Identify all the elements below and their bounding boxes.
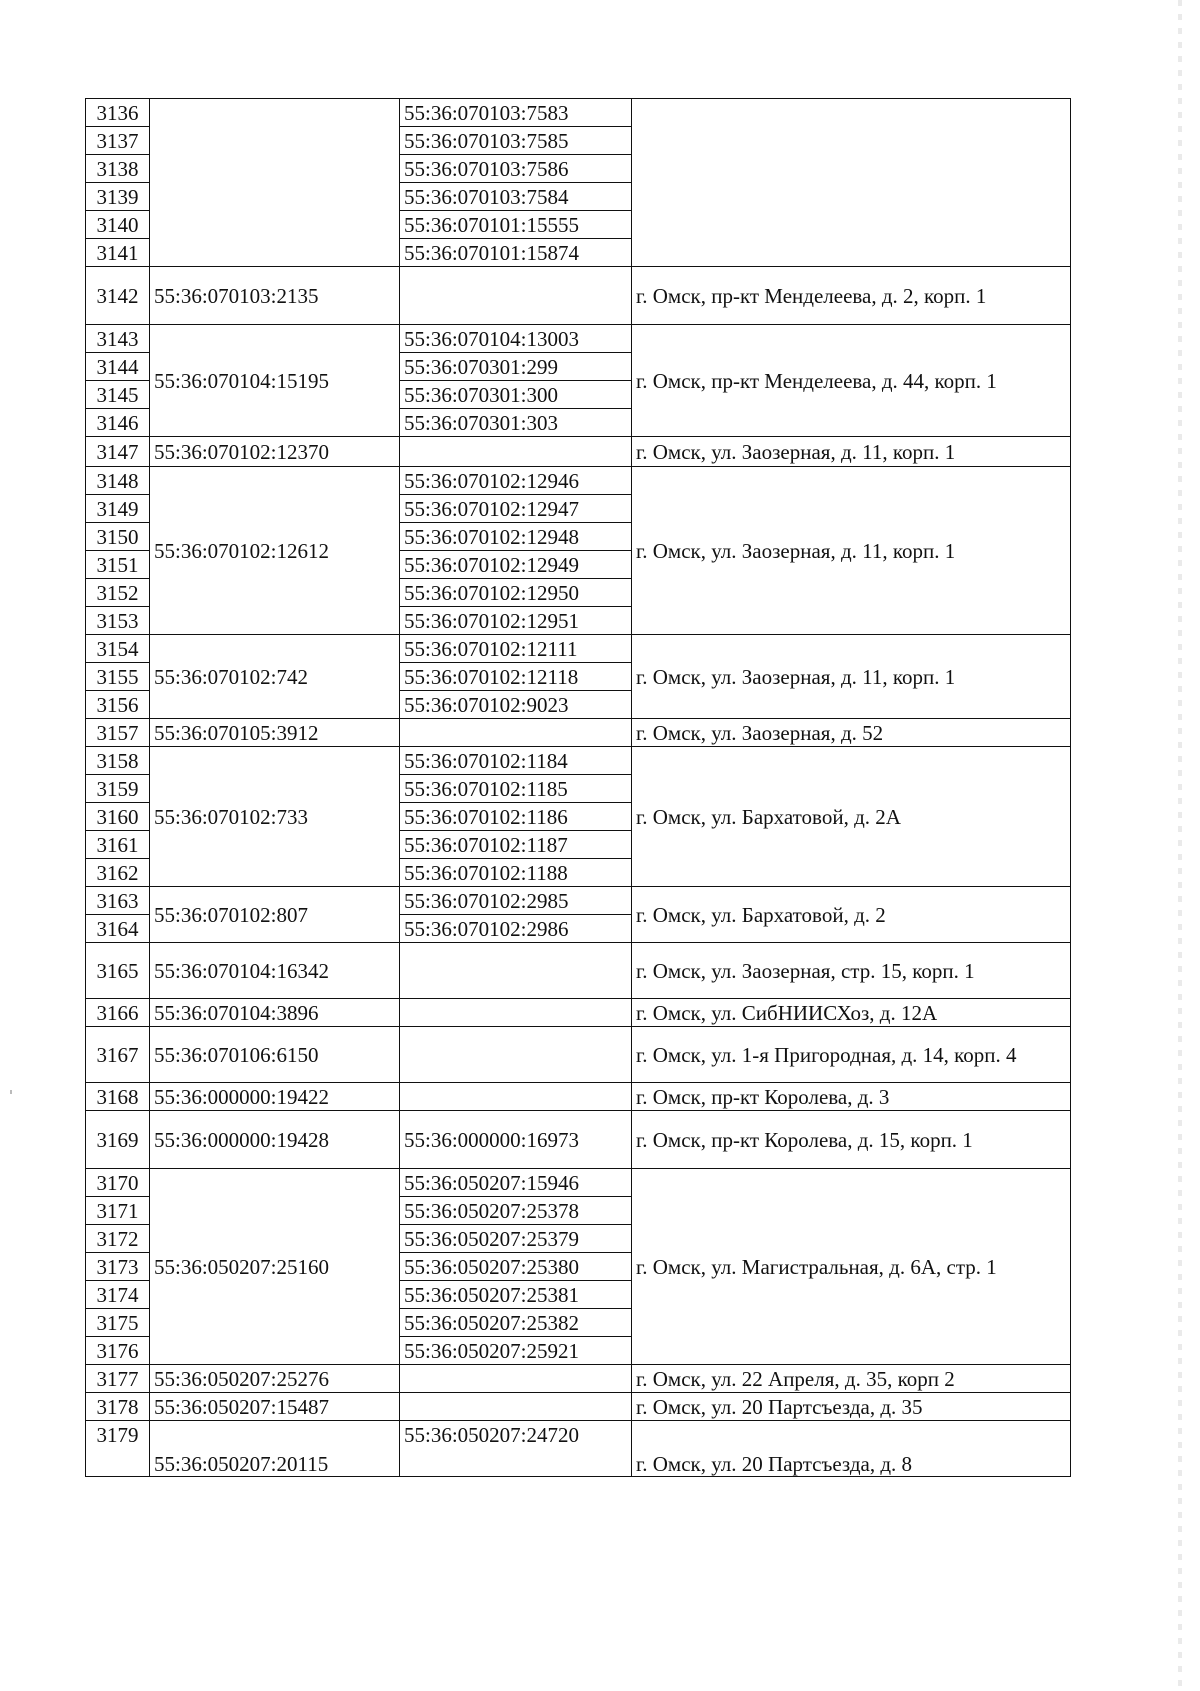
row-number: 3149 <box>86 495 150 523</box>
address: г. Омск, ул. Заозерная, д. 11, корп. 1 <box>632 467 1071 635</box>
row-number: 3140 <box>86 211 150 239</box>
address: г. Омск, ул. СибНИИСХоз, д. 12А <box>632 999 1071 1027</box>
row-number: 3143 <box>86 325 150 353</box>
table-row <box>86 747 1071 775</box>
child-cadastral-number: 55:36:070103:7585 <box>400 127 632 155</box>
child-cadastral-number: 55:36:070102:12950 <box>400 579 632 607</box>
row-number: 3155 <box>86 663 150 691</box>
row-number: 3164 <box>86 915 150 943</box>
child-cadastral-number: 55:36:070101:15874 <box>400 239 632 267</box>
row-number: 3176 <box>86 1337 150 1365</box>
scan-mark <box>10 1090 12 1094</box>
parent-cadastral-number: 55:36:050207:25160 <box>150 1169 400 1365</box>
parent-cadastral-number: 55:36:000000:19422 <box>150 1083 400 1111</box>
row-number: 3167 <box>86 1027 150 1083</box>
row-number: 3136 <box>86 99 150 127</box>
child-cadastral-number: 55:36:070103:7583 <box>400 99 632 127</box>
parent-cadastral-number: 55:36:070106:6150 <box>150 1027 400 1083</box>
address: г. Омск, ул. 20 Партсъезда, д. 35 <box>632 1393 1071 1421</box>
child-cadastral-number: 55:36:070102:2985 <box>400 887 632 915</box>
row-number: 3138 <box>86 155 150 183</box>
row-number: 3142 <box>86 267 150 325</box>
row-number: 3169 <box>86 1111 150 1169</box>
address: г. Омск, пр-кт Менделеева, д. 44, корп. 1 <box>632 325 1071 437</box>
child-cadastral-number: 55:36:070102:12949 <box>400 551 632 579</box>
row-number: 3145 <box>86 381 150 409</box>
child-cadastral-number: 55:36:050207:25379 <box>400 1225 632 1253</box>
parent-cadastral-number: 55:36:070102:12370 <box>150 437 400 467</box>
row-number: 3171 <box>86 1197 150 1225</box>
parent-cadastral-number: 55:36:000000:19428 <box>150 1111 400 1169</box>
child-cadastral-number: 55:36:070103:7584 <box>400 183 632 211</box>
child-cadastral-number: 55:36:070101:15555 <box>400 211 632 239</box>
row-number: 3153 <box>86 607 150 635</box>
child-cadastral-number: 55:36:050207:24720 <box>400 1421 632 1477</box>
child-cadastral-number: 55:36:070104:13003 <box>400 325 632 353</box>
table-row <box>86 437 1071 467</box>
address: г. Омск, ул. Бархатовой, д. 2 <box>632 887 1071 943</box>
address: г. Омск, ул. Заозерная, д. 11, корп. 1 <box>632 635 1071 719</box>
child-cadastral-number: 55:36:070102:12947 <box>400 495 632 523</box>
address: г. Омск, пр-кт Королева, д. 15, корп. 1 <box>632 1111 1071 1169</box>
row-number: 3179 <box>86 1421 150 1477</box>
child-cadastral-number <box>400 719 632 747</box>
row-number: 3159 <box>86 775 150 803</box>
row-number: 3177 <box>86 1365 150 1393</box>
row-number: 3163 <box>86 887 150 915</box>
row-number: 3152 <box>86 579 150 607</box>
address: г. Омск, ул. 1-я Пригородная, д. 14, корп. 4 <box>632 1027 1071 1083</box>
parent-cadastral-number: 55:36:070102:807 <box>150 887 400 943</box>
row-number: 3139 <box>86 183 150 211</box>
child-cadastral-number: 55:36:070102:12948 <box>400 523 632 551</box>
child-cadastral-number <box>400 999 632 1027</box>
address: г. Омск, пр-кт Менделеева, д. 2, корп. 1 <box>632 267 1071 325</box>
parent-cadastral-number: 55:36:070104:16342 <box>150 943 400 999</box>
row-number: 3162 <box>86 859 150 887</box>
row-number: 3141 <box>86 239 150 267</box>
parent-cadastral-number: 55:36:070103:2135 <box>150 267 400 325</box>
child-cadastral-number: 55:36:000000:16973 <box>400 1111 632 1169</box>
address: г. Омск, пр-кт Королева, д. 3 <box>632 1083 1071 1111</box>
child-cadastral-number: 55:36:070102:12111 <box>400 635 632 663</box>
row-number: 3156 <box>86 691 150 719</box>
child-cadastral-number: 55:36:070102:9023 <box>400 691 632 719</box>
row-number: 3150 <box>86 523 150 551</box>
row-number: 3166 <box>86 999 150 1027</box>
child-cadastral-number: 55:36:050207:25380 <box>400 1253 632 1281</box>
row-number: 3144 <box>86 353 150 381</box>
table-row <box>86 325 1071 353</box>
row-number: 3172 <box>86 1225 150 1253</box>
child-cadastral-number: 55:36:070102:2986 <box>400 915 632 943</box>
table-row <box>86 1083 1071 1111</box>
child-cadastral-number <box>400 437 632 467</box>
child-cadastral-number: 55:36:070102:1184 <box>400 747 632 775</box>
table-row <box>86 635 1071 663</box>
row-number: 3174 <box>86 1281 150 1309</box>
row-number: 3158 <box>86 747 150 775</box>
table-row <box>86 267 1071 325</box>
row-number: 3151 <box>86 551 150 579</box>
table-row <box>86 1169 1071 1197</box>
scan-edge <box>1178 0 1182 1686</box>
parent-cadastral-number: 55:36:050207:15487 <box>150 1393 400 1421</box>
child-cadastral-number: 55:36:070301:303 <box>400 409 632 437</box>
child-cadastral-number <box>400 1027 632 1083</box>
address: г. Омск, ул. Магистральная, д. 6А, стр. 1 <box>632 1169 1071 1365</box>
table-row <box>86 719 1071 747</box>
table-row <box>86 1393 1071 1421</box>
parent-cadastral-number: 55:36:070102:733 <box>150 747 400 887</box>
row-number: 3154 <box>86 635 150 663</box>
table-row <box>86 887 1071 915</box>
table-row <box>86 943 1071 999</box>
child-cadastral-number: 55:36:050207:15946 <box>400 1169 632 1197</box>
row-number: 3148 <box>86 467 150 495</box>
table-row <box>86 1421 1071 1477</box>
child-cadastral-number: 55:36:070301:300 <box>400 381 632 409</box>
row-number: 3175 <box>86 1309 150 1337</box>
table-row <box>86 99 1071 127</box>
parent-cadastral-number: 55:36:070102:12612 <box>150 467 400 635</box>
child-cadastral-number: 55:36:070102:1185 <box>400 775 632 803</box>
parent-cadastral-number: 55:36:070104:3896 <box>150 999 400 1027</box>
child-cadastral-number <box>400 943 632 999</box>
page-bottom-margin <box>70 1571 1090 1691</box>
child-cadastral-number <box>400 1393 632 1421</box>
parent-cadastral-number: 55:36:070102:742 <box>150 635 400 719</box>
child-cadastral-number: 55:36:070102:1188 <box>400 859 632 887</box>
child-cadastral-number: 55:36:050207:25921 <box>400 1337 632 1365</box>
table-row <box>86 1027 1071 1083</box>
row-number: 3137 <box>86 127 150 155</box>
child-cadastral-number <box>400 267 632 325</box>
row-number: 3146 <box>86 409 150 437</box>
cadastral-table <box>85 98 1071 1477</box>
address: г. Омск, ул. Бархатовой, д. 2А <box>632 747 1071 887</box>
table-row <box>86 1111 1071 1169</box>
address-cell <box>632 99 1071 267</box>
row-number: 3173 <box>86 1253 150 1281</box>
child-cadastral-number: 55:36:070102:1187 <box>400 831 632 859</box>
child-cadastral-number <box>400 1365 632 1393</box>
address: г. Омск, ул. Заозерная, стр. 15, корп. 1 <box>632 943 1071 999</box>
row-number: 3160 <box>86 803 150 831</box>
child-cadastral-number: 55:36:070102:12946 <box>400 467 632 495</box>
child-cadastral-number: 55:36:050207:25381 <box>400 1281 632 1309</box>
table-row <box>86 999 1071 1027</box>
row-number: 3161 <box>86 831 150 859</box>
address: г. Омск, ул. Заозерная, д. 11, корп. 1 <box>632 437 1071 467</box>
parent-cadastral-number: 55:36:070105:3912 <box>150 719 400 747</box>
child-cadastral-number: 55:36:070301:299 <box>400 353 632 381</box>
child-cadastral-number <box>400 1083 632 1111</box>
table-row <box>86 467 1071 495</box>
address: г. Омск, ул. Заозерная, д. 52 <box>632 719 1071 747</box>
child-cadastral-number: 55:36:070102:12951 <box>400 607 632 635</box>
row-number: 3157 <box>86 719 150 747</box>
parent-cadastral-number: 55:36:050207:25276 <box>150 1365 400 1393</box>
child-cadastral-number: 55:36:050207:25378 <box>400 1197 632 1225</box>
row-number: 3147 <box>86 437 150 467</box>
row-number: 3168 <box>86 1083 150 1111</box>
parent-cadastral-cell <box>150 99 400 267</box>
parent-cadastral-number: 55:36:070104:15195 <box>150 325 400 437</box>
table-row <box>86 1365 1071 1393</box>
address: г. Омск, ул. 20 Партсъезда, д. 8 <box>632 1421 1071 1477</box>
child-cadastral-number: 55:36:070102:1186 <box>400 803 632 831</box>
row-number: 3165 <box>86 943 150 999</box>
row-number: 3170 <box>86 1169 150 1197</box>
child-cadastral-number: 55:36:070103:7586 <box>400 155 632 183</box>
child-cadastral-number: 55:36:070102:12118 <box>400 663 632 691</box>
child-cadastral-number: 55:36:050207:25382 <box>400 1309 632 1337</box>
address: г. Омск, ул. 22 Апреля, д. 35, корп 2 <box>632 1365 1071 1393</box>
parent-cadastral-number: 55:36:050207:20115 <box>150 1421 400 1477</box>
row-number: 3178 <box>86 1393 150 1421</box>
